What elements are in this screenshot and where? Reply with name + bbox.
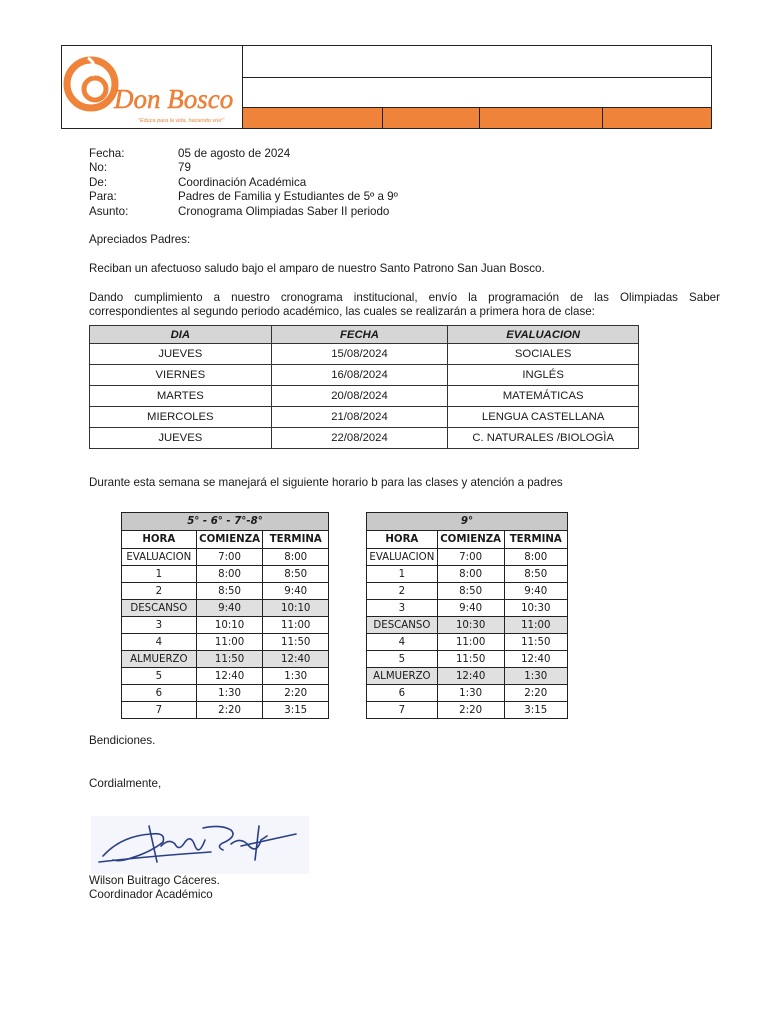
meta-row-para (89, 190, 398, 204)
table-row (367, 566, 568, 583)
column-header: HORA (367, 531, 438, 549)
table-cell: 8:00 (437, 566, 504, 583)
table-row (367, 634, 568, 651)
header-row-3 (243, 108, 711, 128)
table-row (122, 634, 329, 651)
handwritten-signature (91, 816, 309, 874)
table-cell: DESCANSO (367, 617, 438, 634)
table-cell: 2 (122, 583, 197, 600)
svg-text:Don Bosco: Don Bosco (114, 84, 234, 114)
table-cell: 11:50 (437, 651, 504, 668)
table-row-break (122, 651, 329, 668)
meta-row-asunto (89, 205, 398, 219)
table-cell: JUEVES (90, 344, 272, 365)
table-row (122, 702, 329, 719)
table-cell: MARTES (90, 386, 272, 407)
table-cell: 7 (367, 702, 438, 719)
paragraph-2-line-1: Dando cumplimiento a nuestro cronograma institucional, envío la programación de las Olimpiadas Saber (89, 291, 720, 304)
meta-label: Para: (89, 190, 117, 204)
table-cell: 8:00 (263, 549, 329, 566)
table-row (122, 549, 329, 566)
table-cell: 11:00 (196, 634, 263, 651)
table-cell: 9:40 (437, 600, 504, 617)
column-header: COMIENZA (437, 531, 504, 549)
table-cell: 20/08/2024 (271, 386, 448, 407)
schedule-title: 5° - 6° - 7°-8° (122, 513, 329, 531)
table-cell: 21/08/2024 (271, 407, 448, 428)
table-row (122, 583, 329, 600)
table-cell: 7 (122, 702, 197, 719)
table-cell: DESCANSO (122, 600, 197, 617)
meta-row-de (89, 176, 398, 190)
table-cell: 12:40 (196, 668, 263, 685)
schedule-header-row (122, 531, 329, 549)
table-cell: ALMUERZO (122, 651, 197, 668)
table-cell: 2:20 (263, 685, 329, 702)
table-cell: 8:00 (504, 549, 568, 566)
meta-label: De: (89, 175, 108, 189)
column-header: FECHA (271, 326, 448, 344)
table-cell: 11:00 (263, 617, 329, 634)
table-cell: 9:40 (504, 583, 568, 600)
table-cell: 5 (122, 668, 197, 685)
signer-name: Wilson Buitrago Cáceres. (89, 874, 220, 887)
table-cell: 3:15 (504, 702, 568, 719)
table-cell: 1:30 (263, 668, 329, 685)
table-cell: 3 (122, 617, 197, 634)
table-cell: LENGUA CASTELLANA (448, 407, 639, 428)
table-cell: 10:10 (196, 617, 263, 634)
table-cell: 11:50 (263, 634, 329, 651)
header-row-2 (243, 78, 711, 108)
table-cell: 8:50 (504, 566, 568, 583)
table-cell: 16/08/2024 (271, 365, 448, 386)
table-row (122, 668, 329, 685)
table-row (90, 407, 639, 428)
closing-regards: Cordialmente, (89, 777, 162, 790)
meta-row-fecha (89, 147, 398, 161)
table-cell: 12:40 (437, 668, 504, 685)
paragraph-3: Durante esta semana se manejará el siguiente horario b para las clases y atención a padres (89, 476, 563, 489)
memo-meta (89, 147, 398, 219)
table-cell: 8:50 (263, 566, 329, 583)
table-cell: 11:50 (196, 651, 263, 668)
column-header: TERMINA (263, 531, 329, 549)
table-cell: 8:50 (196, 583, 263, 600)
logo (62, 46, 243, 128)
header-cell (480, 108, 604, 128)
table-cell: C. NATURALES /BIOLOGÌA (448, 428, 639, 449)
schedule-title: 9° (367, 513, 568, 531)
table-cell: 1:30 (504, 668, 568, 685)
schedule-title-row (367, 513, 568, 531)
meta-value: 05 de agosto de 2024 (178, 147, 291, 160)
table-cell: 4 (122, 634, 197, 651)
table-cell: 9:40 (196, 600, 263, 617)
table-cell: ALMUERZO (367, 668, 438, 685)
meta-label: Fecha: (89, 147, 125, 160)
table-cell: 22/08/2024 (271, 428, 448, 449)
table-row (90, 428, 639, 449)
table-cell: EVALUACION (122, 549, 197, 566)
column-header: EVALUACION (448, 326, 639, 344)
table-cell: 1 (122, 566, 197, 583)
table-cell: 7:00 (196, 549, 263, 566)
table-cell: MIERCOLES (90, 407, 272, 428)
header-cell (243, 108, 383, 128)
table-cell: 1 (367, 566, 438, 583)
meta-value: 79 (178, 161, 191, 175)
table-row (367, 651, 568, 668)
table-row-break (122, 600, 329, 617)
paragraph-2-line-2: correspondientes al segundo periodo académico, las cuales se realizarán a primera hora de clase: (89, 305, 595, 318)
schedule-table-9 (366, 512, 568, 719)
table-cell: EVALUACION (367, 549, 438, 566)
table-cell: 11:00 (437, 634, 504, 651)
column-header: TERMINA (504, 531, 568, 549)
table-cell: 2:20 (437, 702, 504, 719)
table-cell: 15/08/2024 (271, 344, 448, 365)
table-cell: 7:00 (437, 549, 504, 566)
meta-label: No: (89, 161, 108, 175)
table-cell: 3:15 (263, 702, 329, 719)
svg-text:"Educa para la vida, haciendo: "Educa para la vida, haciendo vivir" (138, 118, 225, 124)
column-header: COMIENZA (196, 531, 263, 549)
column-header: HORA (122, 531, 197, 549)
table-cell: 11:00 (504, 617, 568, 634)
table-cell: 6 (367, 685, 438, 702)
table-cell: SOCIALES (448, 344, 639, 365)
table-row (90, 386, 639, 407)
column-header: DIA (90, 326, 272, 344)
schedule-header-row (367, 531, 568, 549)
table-cell: 12:40 (504, 651, 568, 668)
paragraph-1: Reciban un afectuoso saludo bajo el amparo de nuestro Santo Patrono San Juan Bosco. (89, 262, 545, 275)
table-cell: 5 (367, 651, 438, 668)
table-row (367, 600, 568, 617)
evaluation-table (89, 325, 639, 449)
table-cell: 10:30 (437, 617, 504, 634)
table-row (367, 583, 568, 600)
table-row (367, 685, 568, 702)
table-cell: 8:00 (196, 566, 263, 583)
closing-blessings: Bendiciones. (89, 734, 156, 747)
table-row (122, 617, 329, 634)
table-row (90, 344, 639, 365)
table-row (122, 566, 329, 583)
schedule-table-5-8 (121, 512, 329, 719)
table-cell: JUEVES (90, 428, 272, 449)
table-row (90, 365, 639, 386)
header-cell (383, 108, 480, 128)
document-header (61, 45, 712, 129)
table-cell: VIERNES (90, 365, 272, 386)
table-cell: 3 (367, 600, 438, 617)
header-row-1 (243, 46, 711, 78)
table-row-break (367, 617, 568, 634)
table-cell: 10:30 (504, 600, 568, 617)
table-cell: 9:40 (263, 583, 329, 600)
table-cell: 8:50 (437, 583, 504, 600)
header-cell (603, 108, 711, 128)
table-cell: 1:30 (437, 685, 504, 702)
table-cell: 2 (367, 583, 438, 600)
table-cell: 4 (367, 634, 438, 651)
meta-value: Padres de Familia y Estudiantes de 5º a 9º (178, 190, 398, 204)
schedule-title-row (122, 513, 329, 531)
table-row-break (367, 668, 568, 685)
table-cell: 2:20 (504, 685, 568, 702)
table-row (367, 702, 568, 719)
table-cell: 10:10 (263, 600, 329, 617)
table-cell: 11:50 (504, 634, 568, 651)
table-row (122, 685, 329, 702)
table-cell: 6 (122, 685, 197, 702)
meta-label: Asunto: (89, 204, 129, 218)
meta-value: Coordinación Académica (178, 175, 307, 189)
table-cell: 1:30 (196, 685, 263, 702)
meta-row-no (89, 161, 398, 175)
table-cell: MATEMÁTICAS (448, 386, 639, 407)
greeting: Apreciados Padres: (89, 233, 191, 246)
table-row (367, 549, 568, 566)
table-cell: 12:40 (263, 651, 329, 668)
table-cell: INGLÉS (448, 365, 639, 386)
evaluation-header-row (90, 326, 639, 344)
table-cell: 2:20 (196, 702, 263, 719)
don-bosco-logo (62, 46, 242, 128)
signer-title: Coordinador Académico (89, 888, 213, 901)
meta-value: Cronograma Olimpiadas Saber II periodo (178, 204, 390, 218)
